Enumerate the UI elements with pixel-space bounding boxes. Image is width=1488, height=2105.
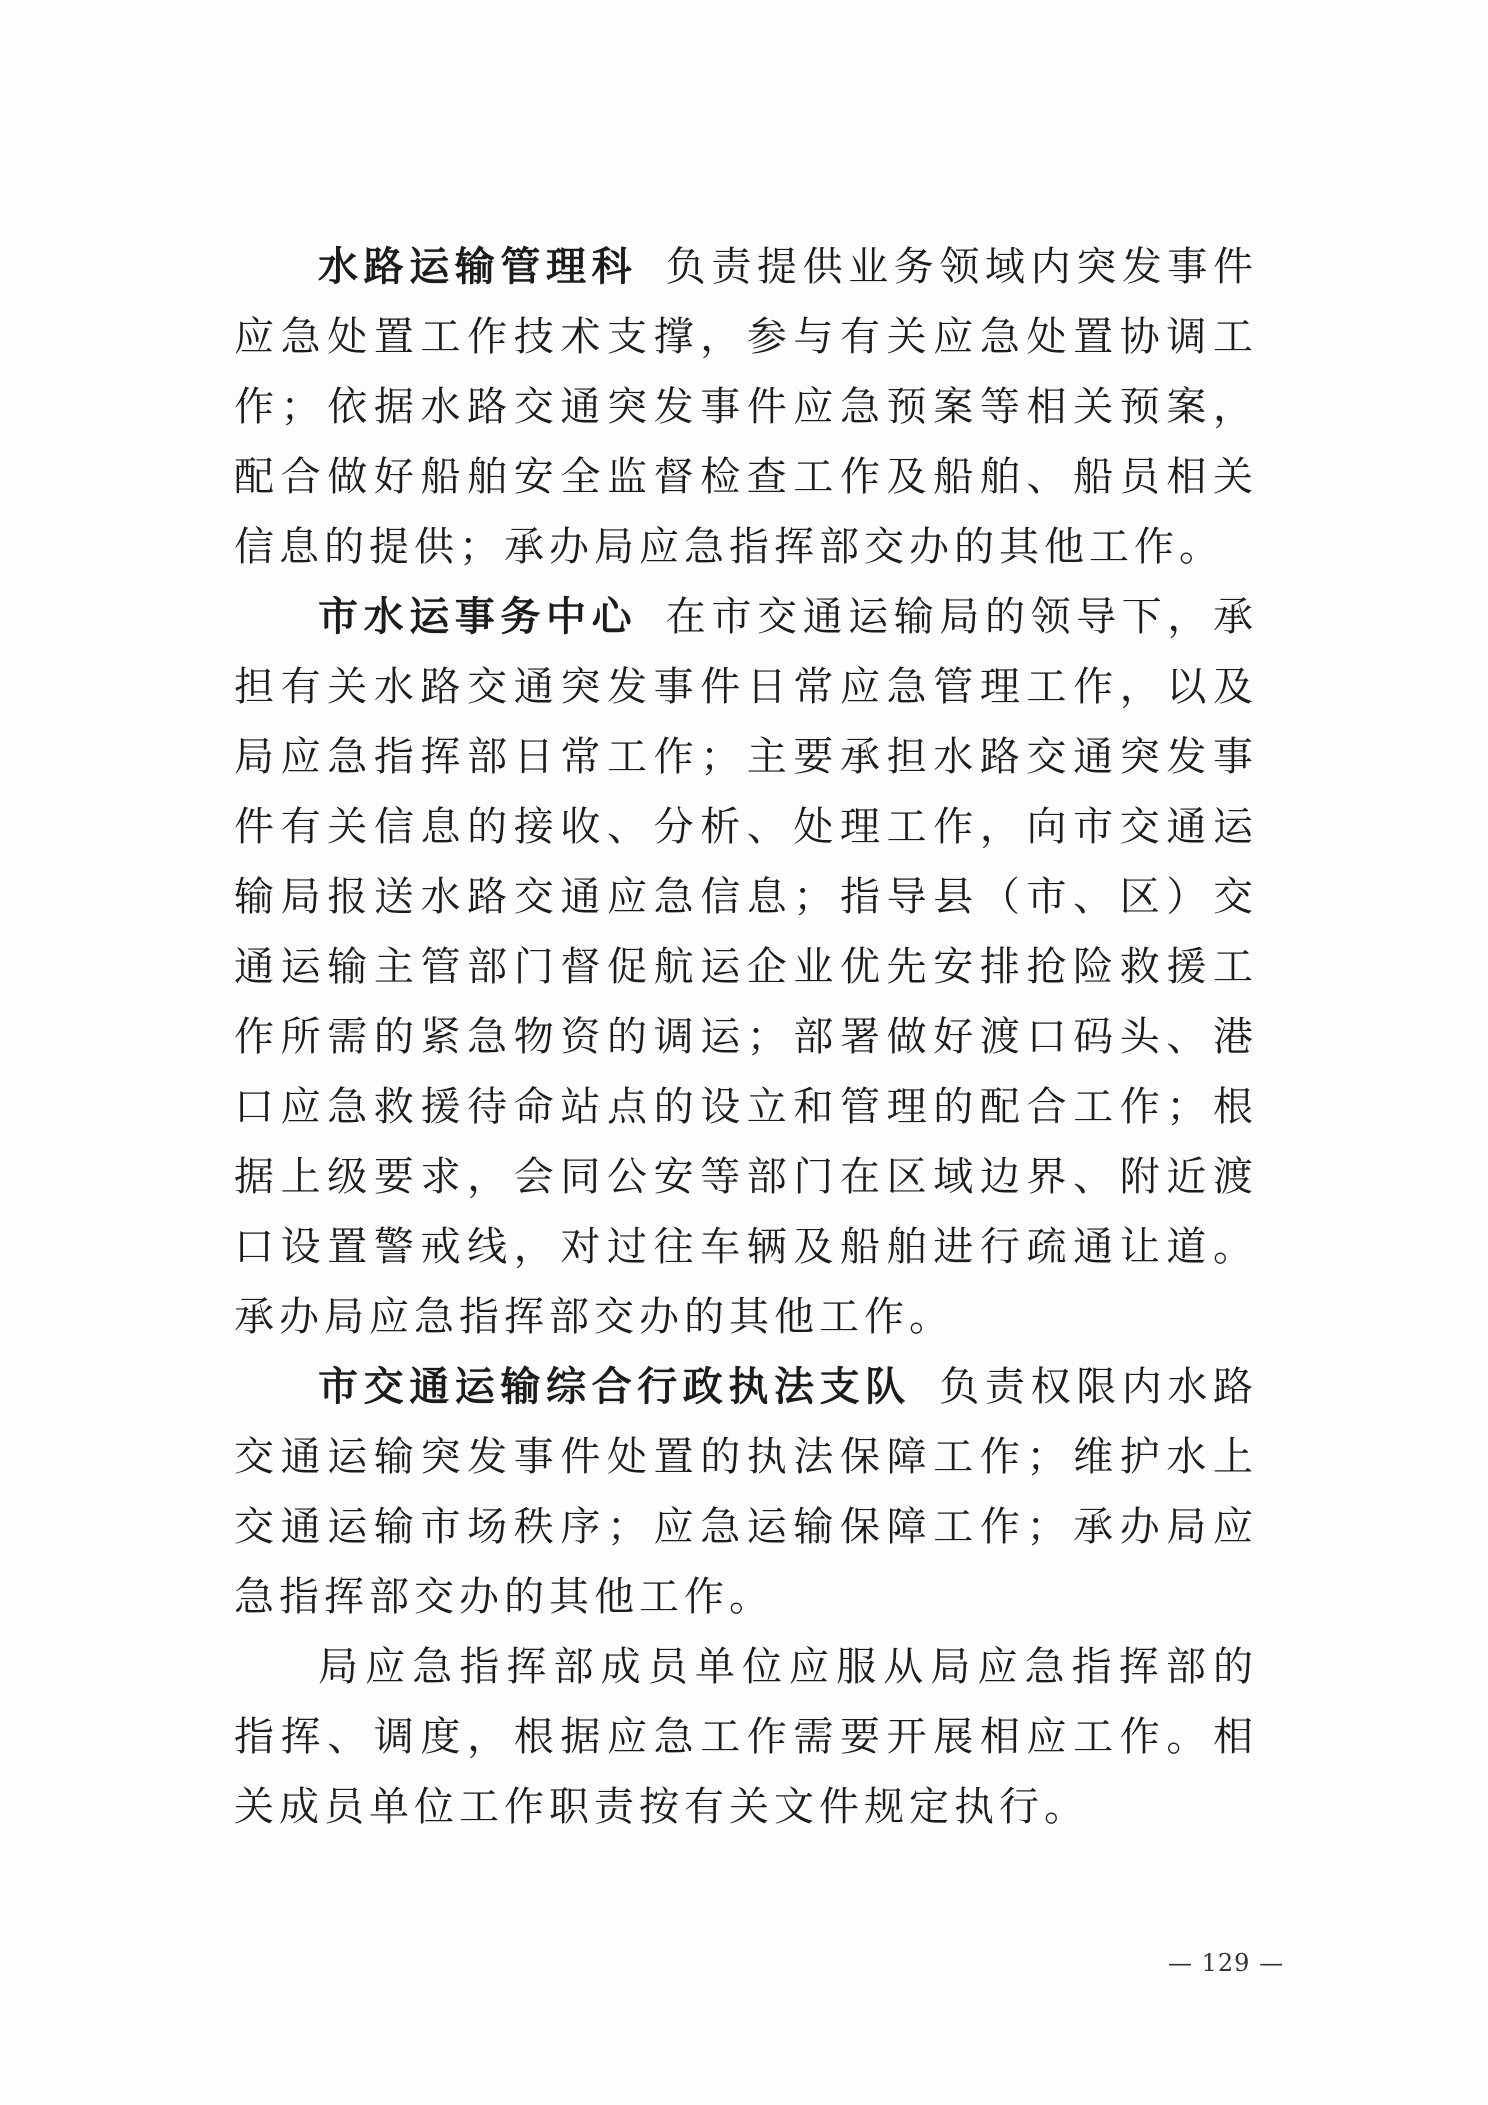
paragraph-heading: 水路运输管理科 [318, 244, 638, 290]
paragraph-water-transport-section [234, 232, 1258, 582]
page-number: — 129 — [1168, 1949, 1285, 1977]
paragraph-text: 负责提供业务领域内突发事件应急处置工作技术支撑，参与有关应急处置协调工作；依据水路交通突发事件应急预案等相关预案，配合做好船舶安全监督检查工作及船舶、船员相关信息的提供；承办局应急指挥部交办的其他工作。 [234, 244, 1259, 570]
paragraph-water-affairs-center [234, 582, 1258, 1352]
document-body [234, 232, 1258, 1842]
paragraph-member-units [234, 1632, 1258, 1842]
paragraph-text: 在市交通运输局的领导下，承担有关水路交通突发事件日常应急管理工作，以及局应急指挥部日常工作；主要承担水路交通突发事件有关信息的接收、分析、处理工作，向市交通运输局报送水路交通应急信息；指导县（市、区）交通运输主管部门督促航运企业优先安排抢险救援工作所需的紧急物资的调运；部署做好渡口码头、港口应急救援待命站点的设立和管理的配合工作；根据上级要求，会同公安等部门在区域边界、附近渡口设置警戒线，对过往车辆及船舶进行疏通让道。承办局应急指挥部交办的其他工作。 [234, 594, 1259, 1340]
paragraph-text: 局应急指挥部成员单位应服从局应急指挥部的指挥、调度，根据应急工作需要开展相应工作。相关成员单位工作职责按有关文件规定执行。 [234, 1644, 1258, 1830]
paragraph-heading: 市交通运输综合行政执法支队 [318, 1364, 911, 1410]
paragraph-text: 负责权限内水路交通运输突发事件处置的执法保障工作；维护水上交通运输市场秩序；应急运输保障工作；承办局应急指挥部交办的其他工作。 [234, 1364, 1259, 1620]
paragraph-law-enforcement-detachment [234, 1352, 1258, 1632]
paragraph-heading: 市水运事务中心 [318, 594, 638, 640]
